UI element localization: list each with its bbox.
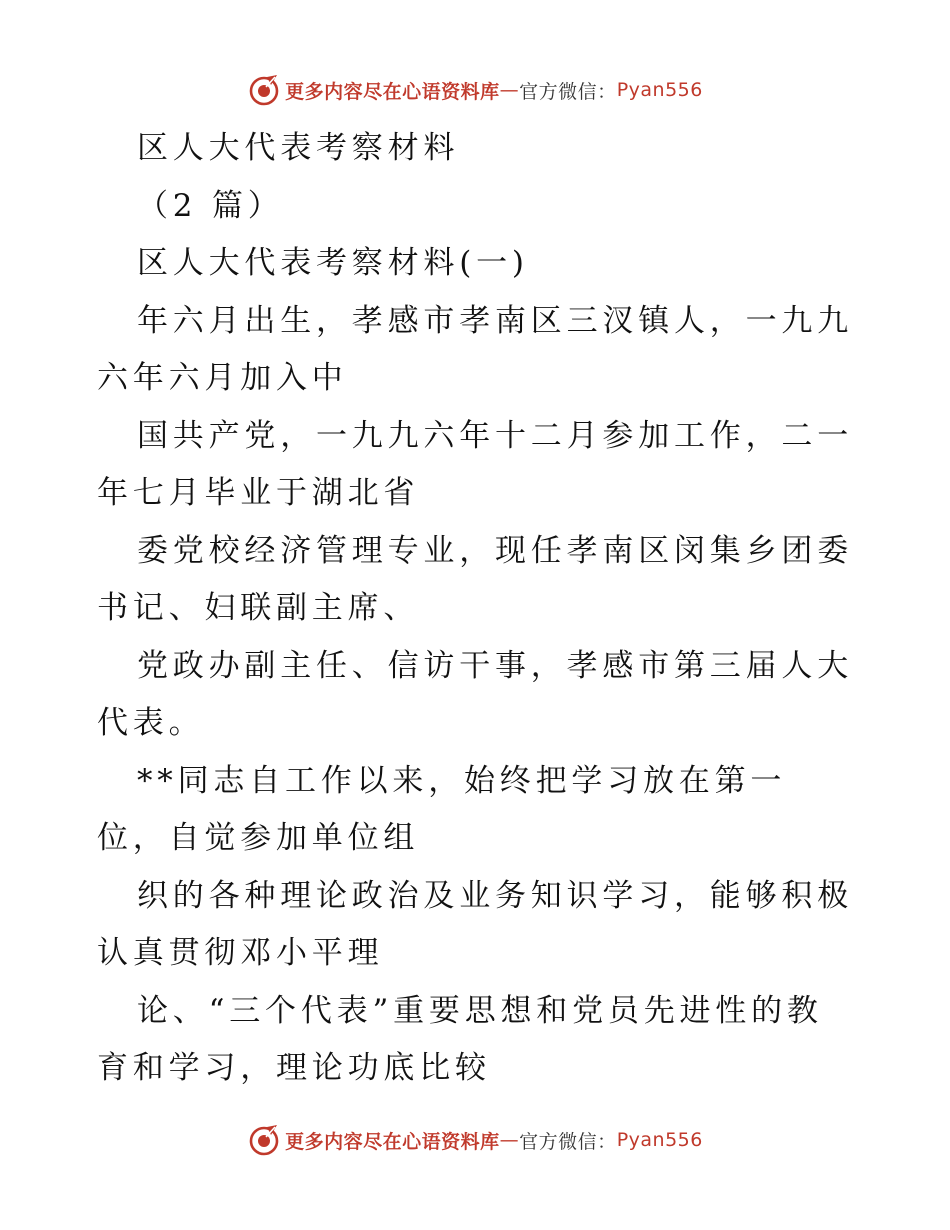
- watermark-brand-text: 更多内容尽在心语资料库: [285, 1130, 500, 1153]
- watermark-dash: —: [499, 1129, 520, 1151]
- section-title: 区人大代表考察材料(一): [137, 245, 529, 281]
- paragraph-5: **同志自工作以来，始终把学习放在第一位，自觉参加单位组: [97, 762, 787, 856]
- paragraph-3: 委党校经济管理专业，现任孝南区闵集乡团委书记、妇联副主席、: [97, 532, 853, 626]
- paragraph-2: 国共产党，一九九六年十二月参加工作，二一年七月毕业于湖北省: [97, 417, 853, 511]
- watermark-dash: —: [499, 79, 520, 101]
- paragraph-7: 论、“三个代表”重要思想和党员先进性的教育和学习，理论功底比较: [97, 992, 823, 1086]
- document-count: （2 篇）: [137, 187, 284, 224]
- watermark-wechat-id: Pyan556: [616, 1129, 703, 1151]
- watermark-wechat-id: Pyan556: [616, 79, 703, 101]
- quill-seal-icon: [247, 1123, 281, 1157]
- document-body: [97, 120, 853, 1098]
- watermark-brand-text: 更多内容尽在心语资料库: [285, 80, 500, 103]
- quill-seal-icon: [247, 73, 281, 107]
- watermark-official-label: 官方微信：: [519, 1130, 617, 1153]
- footer-watermark-banner: [0, 1120, 950, 1160]
- paragraph-1: 年六月出生，孝感市孝南区三汊镇人，一九九六年六月加入中: [97, 302, 853, 396]
- document-title: 区人大代表考察材料: [137, 130, 460, 166]
- watermark-official-label: 官方微信：: [519, 80, 617, 103]
- paragraph-4: 党政办副主任、信访干事，孝感市第三届人大代表。: [97, 647, 853, 741]
- header-watermark-banner: [0, 70, 950, 110]
- paragraph-6: 织的各种理论政治及业务知识学习，能够积极认真贯彻邓小平理: [97, 877, 853, 971]
